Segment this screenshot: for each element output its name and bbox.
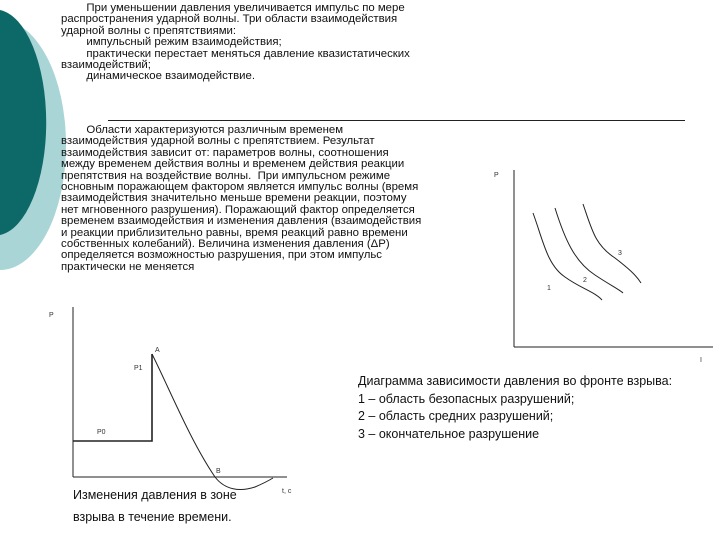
text-line: между временем действия волны и временем действия реакции [61,158,405,171]
text-line: временем взаимодействия и изменения давления (взаимодействия [61,215,422,228]
text-line: препятствия на воздействие волны. При импульсном режиме [61,169,391,182]
text-line: определяется возможностью разрушения, при этом импульс [61,249,382,262]
curve-1 [533,213,602,300]
text-line: практически перестает меняться давление квазистатических [61,47,410,60]
text-line: Области характеризуются различным временем [61,124,344,136]
caption-line: Диаграмма зависимости давления во фронте взрыва: [358,374,673,388]
text-line: ударной волны с препятствиями: [61,24,237,37]
left-x-label: t, c [282,488,292,495]
text-line: распространения ударной волны. Три области взаимодействия [61,13,398,26]
text-line: и реакции приблизительно равны, время реакций равно времени [61,226,408,239]
curve-label-3: 3 [618,250,622,257]
right-chart [494,170,713,364]
text-line: взаимодействия значительно меньше времени реакции, поэтому [61,192,407,205]
curve-3 [583,204,641,283]
caption-line: 3 – окончательное разрушение [358,426,540,441]
text-line: практически не меняется [61,260,195,273]
caption-line: 2 – область средних разрушений; [358,409,554,423]
right-y-label: P [494,172,499,179]
right-chart-caption [358,373,713,443]
text-line: взаимодействий; [61,59,151,72]
text-line: динамическое взаимодействие. [61,70,255,83]
right-x-label: I [700,357,702,364]
left-chart-caption [73,484,333,528]
p0-label: P0 [97,429,106,436]
caption-line: Изменения давления в зоне [73,488,237,502]
caption-line: взрыва в течение времени. [73,510,232,524]
point-a-label: A [155,347,160,354]
p1-label: P1 [134,365,143,372]
curve-label-2: 2 [583,277,587,284]
caption-line: 1 – область безопасных разрушений; [358,391,575,406]
point-b-label: B [216,468,221,475]
text-line: взаимодействия зависит от: параметров волны, соотношения [61,146,389,159]
text-line: импульсный режим взаимодействия; [61,36,282,49]
text-line: основным поражающем фактором является импульс волны (время [61,181,419,194]
left-chart [49,307,292,495]
text-line: При уменьшении давления увеличивается импульс по мере [61,2,405,14]
text-line: нет мгновенного разрушения). Поражающий фактор определяется [61,203,415,216]
left-y-label: P [49,312,54,319]
text-line: взаимодействия ударной волны с препятствием. Результат [61,135,375,148]
text-line: собственных колебаний). Величина изменения давления (ΔP) [61,238,390,251]
curve-label-1: 1 [547,285,551,292]
pressure-curve [152,354,273,490]
